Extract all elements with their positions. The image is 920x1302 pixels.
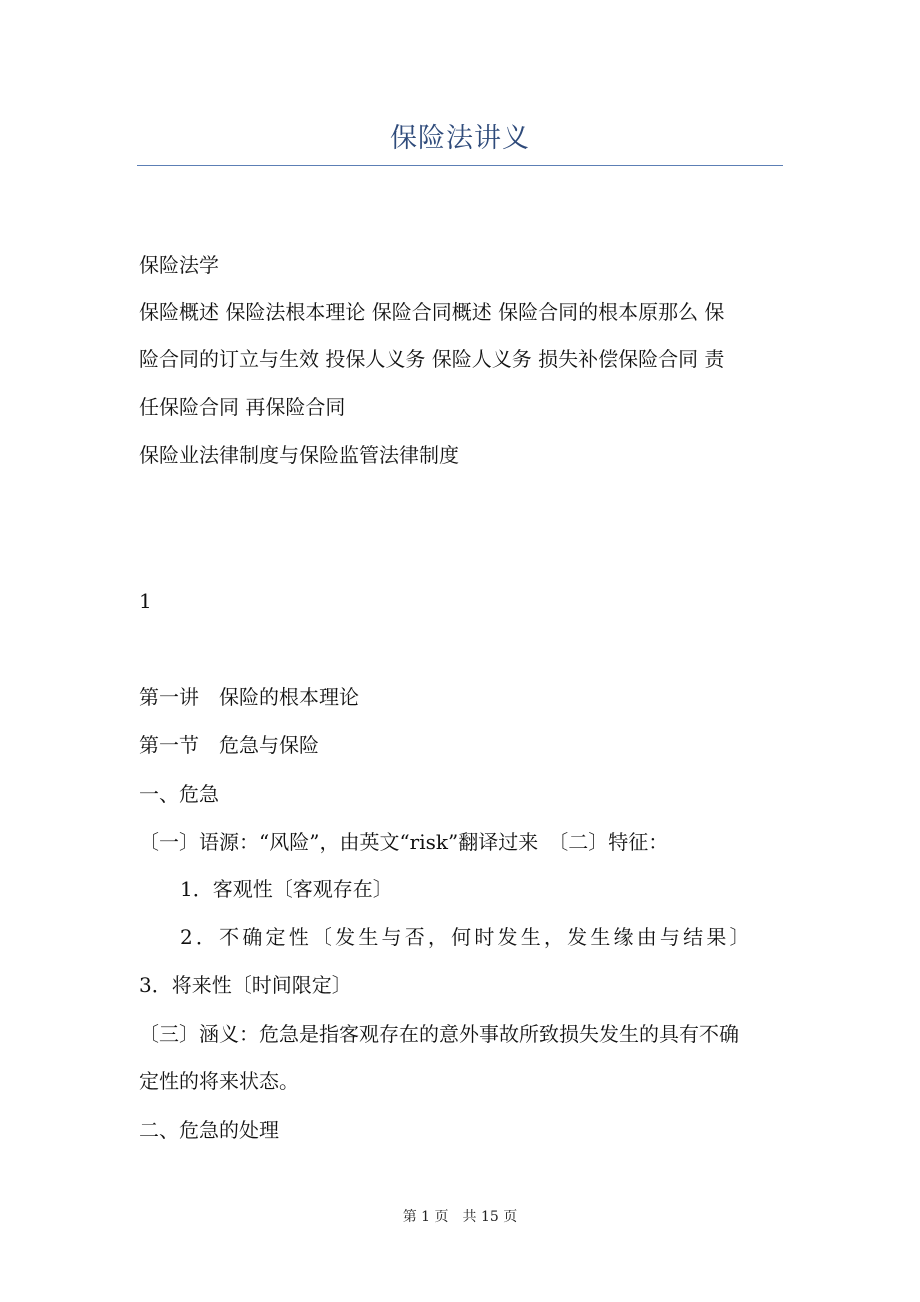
section-number: 1 bbox=[139, 589, 152, 613]
title-divider bbox=[137, 165, 783, 166]
item-3-line-2: 定性的将来状态。 bbox=[139, 1069, 299, 1093]
sub-item-1: 1．客观性〔客观存在〕 bbox=[180, 877, 393, 901]
toc-line-2: 险合同的订立与生效 投保人义务 保险人义务 损失补偿保险合同 责 bbox=[139, 347, 725, 371]
part-heading-2: 二、危急的处理 bbox=[139, 1118, 279, 1142]
subject-heading: 保险法学 bbox=[139, 253, 219, 277]
item-1: 〔一〕语源：“风险”，由英文“risk”翻译过来 〔二〕特征： bbox=[139, 830, 669, 854]
toc-line-1: 保险概述 保险法根本理论 保险合同概述 保险合同的根本原那么 保 bbox=[139, 300, 725, 324]
page-footer: 第 1 页 共 15 页 bbox=[402, 1209, 518, 1225]
sub-item-3: 3．将来性〔时间限定〕 bbox=[139, 973, 352, 997]
part-heading-1: 一、危急 bbox=[139, 782, 219, 806]
section-heading: 第一节 危急与保险 bbox=[139, 733, 319, 757]
document-title: 保险法讲义 bbox=[390, 123, 530, 154]
toc-line-3: 任保险合同 再保险合同 bbox=[139, 395, 346, 419]
sub-item-2: 2．不确定性〔发生与否，何时发生，发生缘由与结果〕 bbox=[180, 925, 753, 949]
lecture-heading: 第一讲 保险的根本理论 bbox=[139, 685, 359, 709]
toc-line-4: 保险业法律制度与保险监管法律制度 bbox=[139, 443, 459, 467]
item-3-line-1: 〔三〕涵义：危急是指客观存在的意外事故所致损失发生的具有不确 bbox=[139, 1022, 739, 1046]
